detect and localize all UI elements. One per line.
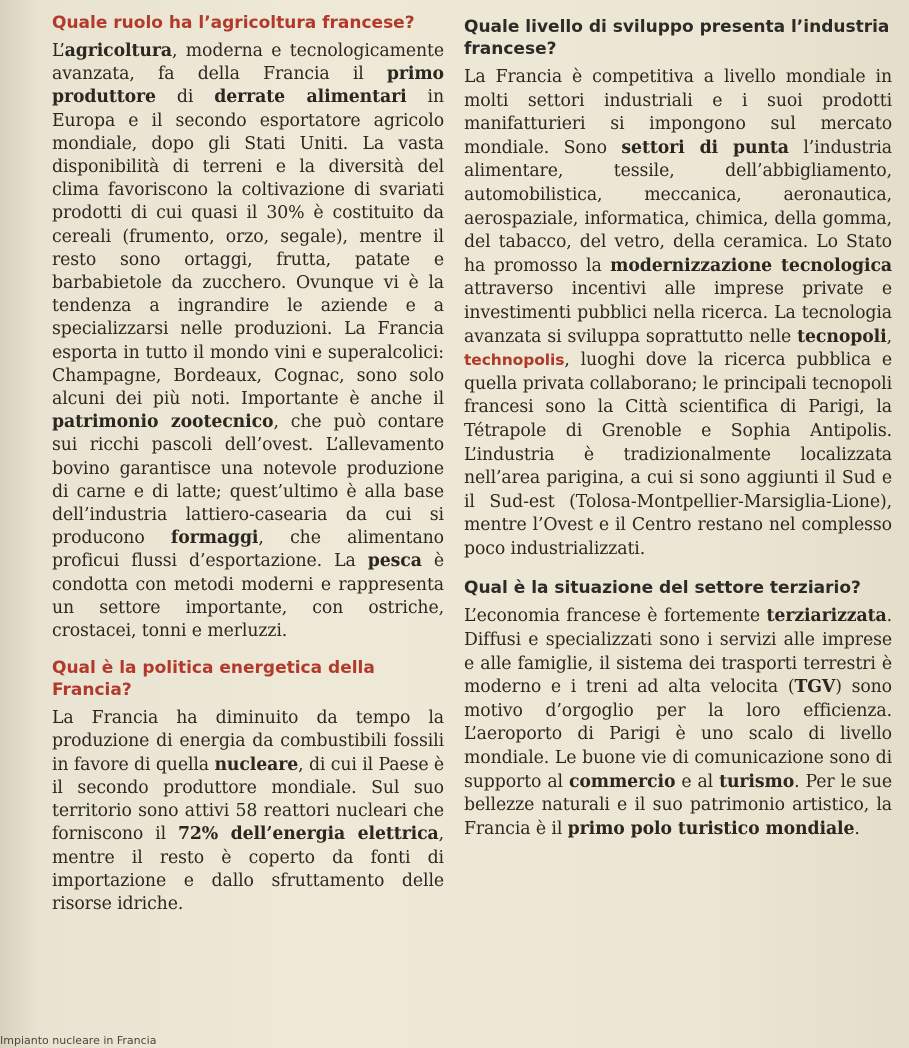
bold-term: settori di punta: [621, 137, 789, 158]
bold-term: commercio: [568, 771, 676, 792]
bold-term: turismo: [719, 771, 795, 792]
bold-term: 72% dell’energia elettrica: [177, 824, 439, 845]
heading-industria: Quale livello di sviluppo presenta l’industria francese?: [464, 17, 890, 59]
heading-politica-energetica: Qual è la politica energetica della Francia?: [52, 658, 375, 701]
bold-term: nucleare: [214, 754, 299, 775]
bold-term: modernizzazione tecnologica: [610, 255, 892, 276]
paragraph-agricoltura: L’agricoltura, moderna e tecnologicamente avanzata, fa della Francia il primo produttore di derrate alimentari in Europa e il secondo esportatore agricolo mondiale, dopo gli Stati Uniti. La vasta disponibilità di terreni e la diversità del clima favoriscono la coltivazione di svariati prodotti di cui quasi il 30% è costituito da cereali (frumento, orzo, segale), mentre il resto sono ortaggi, frutta, patate e barbabietole da zucchero. Ovunque vi è la tendenza a ingrandire le aziende e a specializzarsi nelle produzioni. La Francia esporta in tutto il mondo vini e superalcolici: Champagne, Bordeaux, Cognac, sono solo alcuni dei più noti. Importante è anche il patrimonio zootecnico, che può contare sui ricchi pascoli dell’ovest. L’allevamento bovino garantisce una notevole produzione di carne e di latte; quest’ultimo è alla base dell’industria lattiero-casearia da cui si producono formaggi, che alimentano proficui flussi d’esportazione. La pesca è condotta con metodi moderni e rappresenta un settore importante, con ostriche, crostacei, tonni e merluzzi.: [52, 41, 444, 642]
left-column: [52, 12, 444, 928]
image-caption: Impianto nucleare in Francia: [0, 1034, 157, 1047]
heading-terziario: Qual è la situazione del settore terziario?: [464, 578, 861, 599]
bold-term: derrate alimentari: [214, 87, 407, 108]
bold-term: primo polo turistico mondiale: [567, 818, 855, 839]
paragraph-politica-energetica: La Francia ha diminuito da tempo la produzione di energia da combustibili fossili in favore di quella nucleare, di cui il Paese è il secondo produttore mondiale. Sul suo territorio sono attivi 58 reattori nucleari che forniscono il 72% dell’energia elettrica, mentre il resto è coperto da fonti di importazione e dallo sfruttamento delle risorse idriche.: [52, 708, 445, 914]
bold-term: agricoltura: [64, 41, 172, 61]
bold-term: formaggi: [170, 528, 259, 549]
paragraph-terziario: L’economia francese è fortemente terziarizzata. Diffusi e specializzati sono i servizi alle imprese e alle famiglie, il sistema dei trasporti terrestri è moderno e i treni ad alta velocita (TGV) sono motivo d’orgoglio per la loro efficienza. L’aeroporto di Parigi è uno scalo di livello mondiale. Le buone vie di comunicazione sono di supporto al commercio e al turismo. Per le sue bellezze naturali e il suo patrimonio artistico, la Francia è il primo polo turistico mondiale.: [464, 606, 892, 839]
bold-term: patrimonio zootecnico: [52, 412, 274, 433]
bold-term: primo produttore: [52, 64, 444, 108]
paragraph-industria: La Francia è competitiva a livello mondiale in molti settori industriali e i suoi prodotti manifatturieri si impongono sul mercato mondiale. Sono settori di punta l’industria alimentare, tessile, dell’abbigliamento, automobilistica, meccanica, aeronautica, aerospaziale, informatica, chimica, della gomma, del tabacco, del vetro, della ceramica. Lo Stato ha promosso la modernizzazione tecnologica attraverso incentivi alle imprese private e investimenti pubblici nella ricerca. La tecnologia avanzata si sviluppa soprattutto nelle tecnopoli, technopolis, luoghi dove la ricerca pubblica e quella privata collaborano; le principali tecnopoli francesi sono la Città scientifica di Parigi, la Tétrapole di Grenoble e Sophia Antipolis. L’industria è tradizionalmente localizzata nell’area parigina, a cui si sono aggiunti il Sud e il Sud-est (Tolosa-Montpellier-Marsiglia-Lione), mentre l’Ovest e il Centro restano nel complesso poco industrializzati.: [464, 67, 892, 559]
bold-term: terziarizzata: [766, 606, 887, 627]
bold-term: TGV: [794, 677, 836, 698]
bold-term: tecnopoli: [797, 326, 887, 347]
heading-agricoltura: Quale ruolo ha l’agricoltura francese?: [52, 13, 415, 33]
bold-term: pesca: [367, 551, 422, 572]
right-column: [464, 16, 892, 853]
foreign-term: technopolis: [464, 351, 565, 370]
